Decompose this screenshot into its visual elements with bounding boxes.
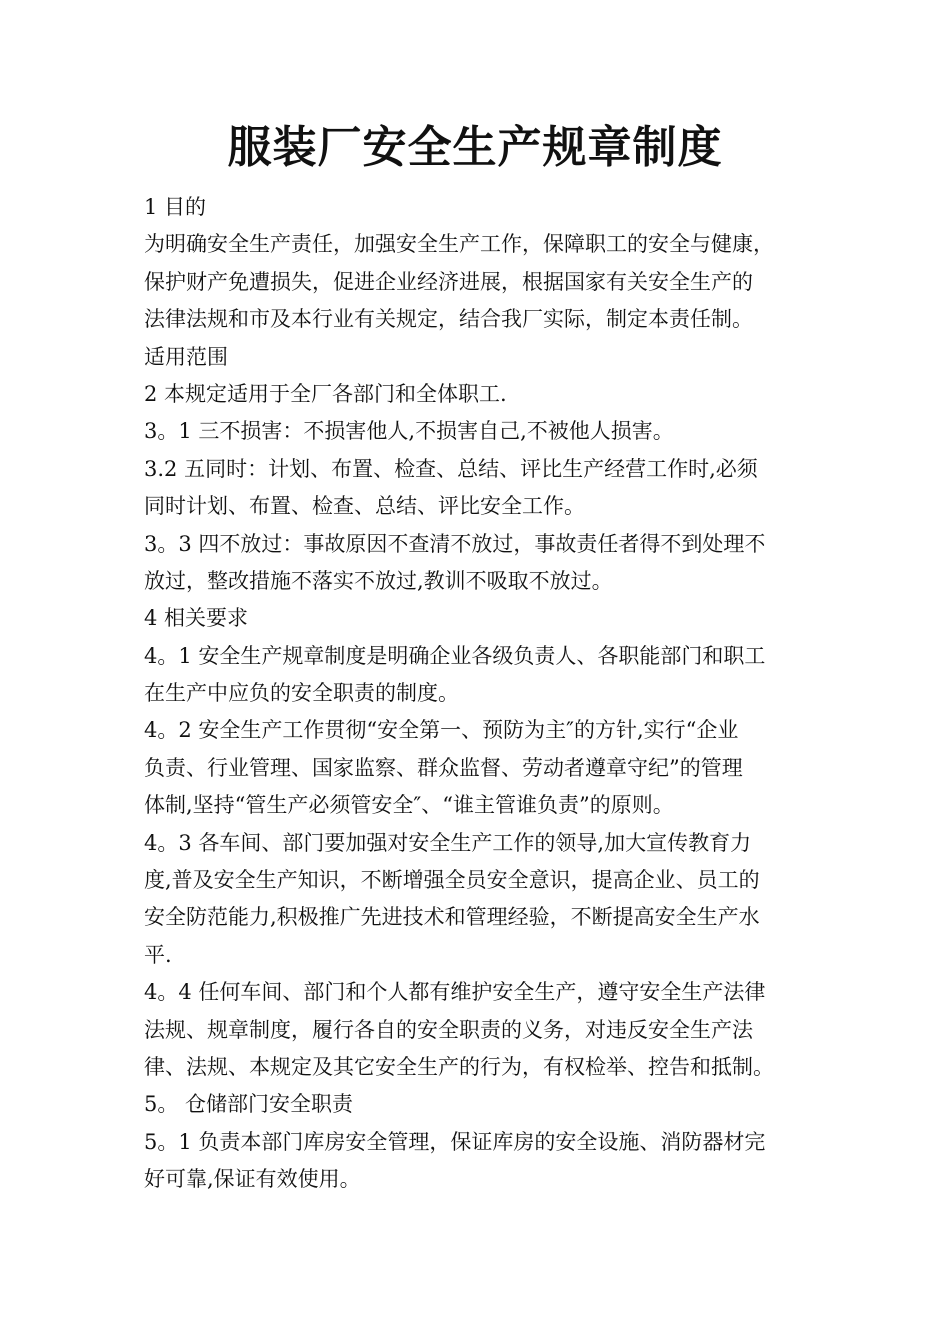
body-line: 法律法规和市及本行业有关规定，结合我厂实际，制定本责任制。 (144, 307, 753, 332)
body-line: 体制,坚持“管生产必须管安全″、“谁主管谁负责”的原则。 (144, 793, 674, 818)
document-title: 服装厂安全生产规章制度 (227, 122, 723, 173)
body-line: 度,普及安全生产知识，不断增强全员安全意识，提高企业、员工的 (144, 868, 760, 893)
section-heading-warehouse: 5。 仓储部门安全职责 (144, 1092, 354, 1117)
section-heading-requirements: 4 相关要求 (144, 606, 249, 631)
body-line: 安全防范能力,积极推广先进技术和管理经验，不断提高安全生产水 (144, 905, 760, 930)
body-line: 放过，整改措施不落实不放过,教训不吸取不放过。 (144, 568, 613, 593)
body-line: 3.2 五同时：计划、布置、检查、总结、评比生产经营工作时,必须 (144, 456, 758, 481)
body-line: 2 本规定适用于全厂各部门和全体职工. (144, 381, 507, 406)
body-line: 法规、规章制度，履行各自的安全职责的义务，对违反安全生产法 (144, 1017, 753, 1042)
document-body (144, 189, 814, 1199)
body-line: 平. (144, 942, 172, 967)
body-line: 为明确安全生产责任，加强安全生产工作，保障职工的安全与健康， (144, 232, 774, 257)
body-line: 同时计划、布置、检查、总结、评比安全工作。 (144, 494, 585, 519)
body-line: 律、法规、本规定及其它安全生产的行为，有权检举、控告和抵制。 (144, 1054, 774, 1079)
body-line: 3。3 四不放过：事故原因不查清不放过，事故责任者得不到处理不 (144, 531, 766, 556)
body-line: 负责、行业管理、国家监察、群众监督、劳动者遵章守纪”的管理 (144, 755, 743, 780)
section-heading-purpose: 1 目的 (144, 195, 207, 219)
body-line: 4。3 各车间、部门要加强对安全生产工作的领导,加大宣传教育力 (144, 830, 752, 855)
body-line: 在生产中应负的安全职责的制度。 (144, 681, 459, 706)
body-line: 5。1 负责本部门库房安全管理，保证库房的安全设施、消防器材完 (144, 1129, 766, 1154)
body-line: 保护财产免遭损失，促进企业经济进展，根据国家有关安全生产的 (144, 269, 753, 294)
section-heading-scope: 适用范围 (144, 344, 228, 369)
body-line: 好可靠,保证有效使用。 (144, 1167, 361, 1192)
body-line: 3。1 三不损害：不损害他人,不损害自己,不被他人损害。 (144, 419, 674, 444)
body-line: 4。4 任何车间、部门和个人都有维护安全生产，遵守安全生产法律 (144, 980, 766, 1005)
body-line: 4。2 安全生产工作贯彻“安全第一、预防为主″的方针,实行“企业 (144, 718, 739, 743)
body-line: 4。1 安全生产规章制度是明确企业各级负责人、各职能部门和职工 (144, 643, 766, 668)
